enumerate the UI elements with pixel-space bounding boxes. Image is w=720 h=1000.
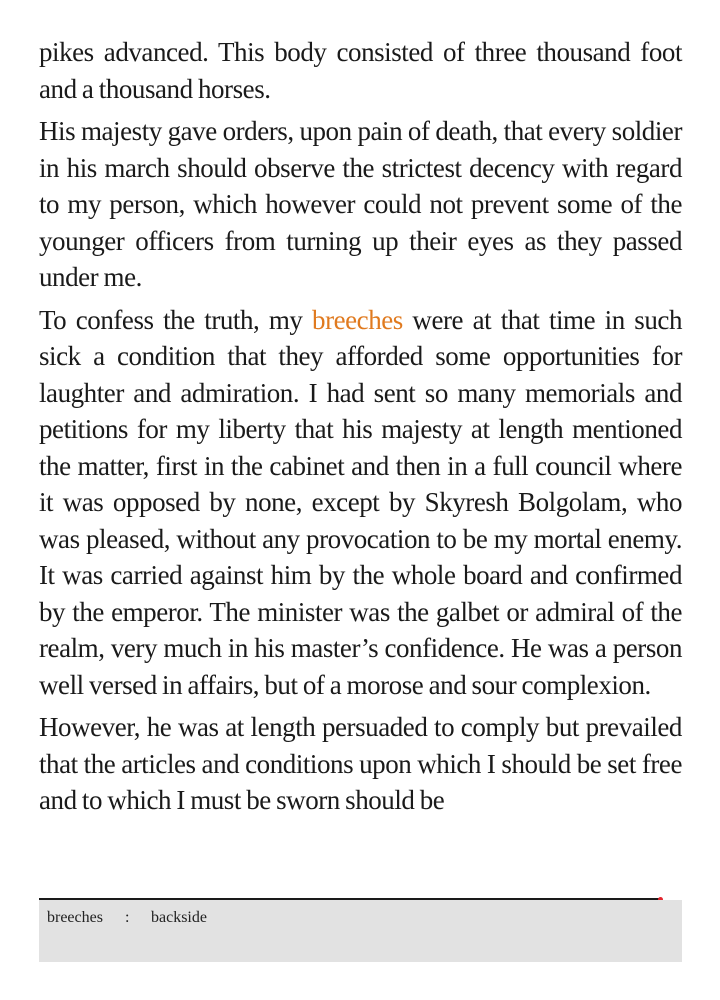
footnote-panel [39, 900, 682, 962]
paragraph-3-text-start: To confess the truth, my [39, 304, 313, 335]
paragraph-4: However, he was at length persuaded to comply but prevailed that the articles and conditions upon which I should be set free and to which I must be sworn should be [39, 712, 682, 815]
paragraph-2: His majesty gave orders, upon pain of death, that every soldier in his march should observe the strictest decency with regard to my person, which however could not prevent some of the younger officers from turning up their eyes as they passed under me. [39, 116, 682, 292]
paragraph-3-text-end: were at that time in such sick a condition that they afforded some opportunities for laughter and admiration. I had sent so many memorials and petitions for my liberty that his majesty at length mentioned the matter, first in the cabinet and then in a full council where it was opposed by none, except by Skyresh Bolgolam, who was pleased, without any provocation to be my mortal enemy. It was carried against him by the whole board and confirmed by the emperor. The minister was the galbet or admiral of the realm, very much in his master’s confidence. He was a person well versed in affairs, but of a morose and sour complexion. [39, 304, 683, 700]
paragraph-3 [39, 302, 682, 704]
footnote-separator: : [125, 909, 130, 926]
footnote-term: breeches [47, 909, 103, 926]
paragraph-1: pikes advanced. This body consisted of three thousand foot and a thousand horses. [39, 37, 682, 104]
footnote-definition: backside [151, 909, 207, 926]
page-body [39, 34, 682, 825]
glossary-term-breeches[interactable]: breeches [312, 304, 403, 335]
footnote-entry [47, 908, 207, 928]
